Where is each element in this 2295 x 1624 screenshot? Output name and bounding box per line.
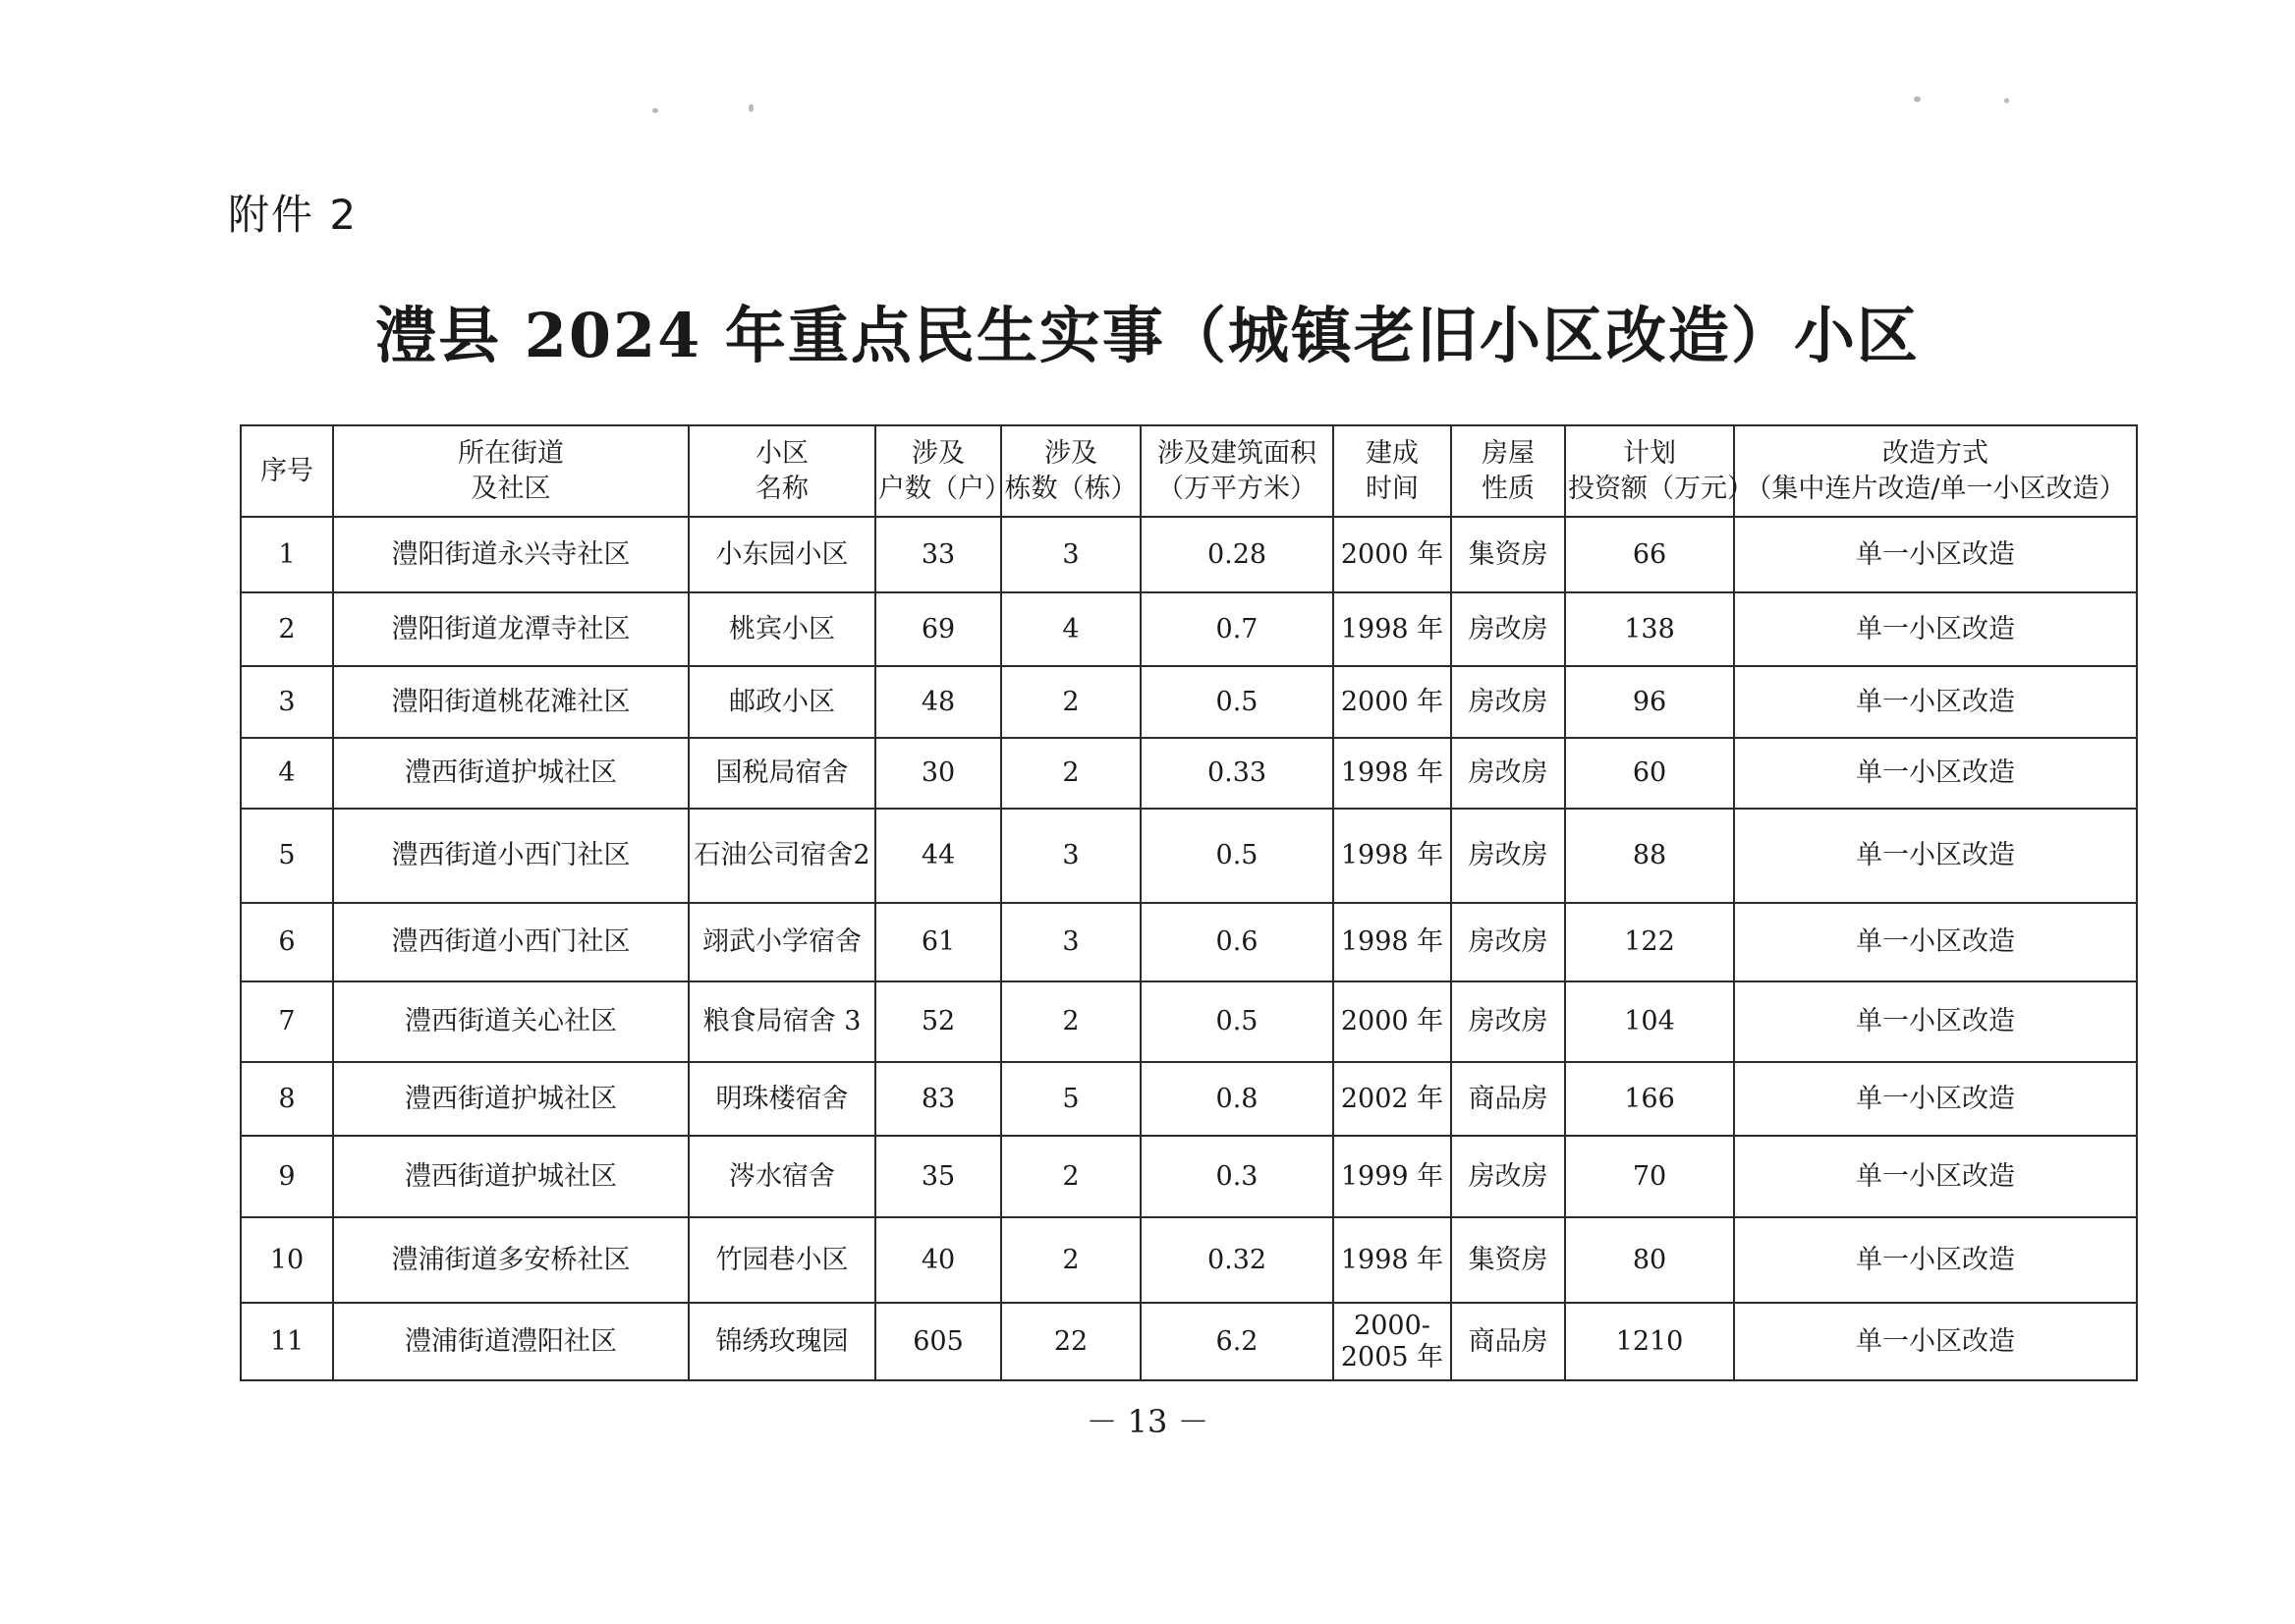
cell-street: 澧西街道小西门社区 [333, 809, 689, 903]
cell-buildings: 2 [1001, 1136, 1141, 1217]
cell-name: 涔水宿舍 [689, 1136, 875, 1217]
cell-buildings: 2 [1001, 981, 1141, 1062]
cell-type: 房改房 [1451, 903, 1565, 981]
document-title: 澧县 2024 年重点民生实事（城镇老旧小区改造）小区 [375, 300, 1920, 371]
cell-households: 30 [875, 738, 1001, 809]
table-row [241, 666, 2137, 738]
attachment-label: 附件 2 [228, 191, 359, 239]
cell-invest: 60 [1565, 738, 1734, 809]
cell-method: 单一小区改造 [1734, 981, 2137, 1062]
cell-year: 2000 年 [1333, 517, 1451, 592]
scan-speck [2004, 98, 2009, 103]
cell-type: 房改房 [1451, 592, 1565, 666]
cell-invest: 104 [1565, 981, 1734, 1062]
cell-street: 澧阳街道桃花滩社区 [333, 666, 689, 738]
cell-name: 竹园巷小区 [689, 1217, 875, 1303]
cell-street: 澧西街道关心社区 [333, 981, 689, 1062]
header-cell: 涉及建筑面积 （万平方米） [1141, 425, 1333, 517]
cell-street: 澧浦街道多安桥社区 [333, 1217, 689, 1303]
table-row [241, 903, 2137, 981]
header-cell: 房屋 性质 [1451, 425, 1565, 517]
cell-year: 1998 年 [1333, 1217, 1451, 1303]
header-cell: 涉及 户数（户） [875, 425, 1001, 517]
cell-buildings: 3 [1001, 809, 1141, 903]
table-row [241, 809, 2137, 903]
cell-type: 房改房 [1451, 738, 1565, 809]
cell-households: 40 [875, 1217, 1001, 1303]
cell-households: 33 [875, 517, 1001, 592]
header-cell: 小区 名称 [689, 425, 875, 517]
cell-households: 44 [875, 809, 1001, 903]
cell-no: 5 [241, 809, 333, 903]
cell-method: 单一小区改造 [1734, 738, 2137, 809]
cell-buildings: 2 [1001, 738, 1141, 809]
cell-method: 单一小区改造 [1734, 592, 2137, 666]
cell-area: 0.5 [1141, 666, 1333, 738]
cell-type: 集资房 [1451, 1217, 1565, 1303]
cell-invest: 88 [1565, 809, 1734, 903]
cell-buildings: 4 [1001, 592, 1141, 666]
cell-area: 0.8 [1141, 1062, 1333, 1136]
cell-method: 单一小区改造 [1734, 1303, 2137, 1380]
cell-invest: 1210 [1565, 1303, 1734, 1380]
cell-name: 锦绣玫瑰园 [689, 1303, 875, 1380]
cell-year: 2000- 2005 年 [1333, 1303, 1451, 1380]
cell-year: 2000 年 [1333, 981, 1451, 1062]
cell-invest: 166 [1565, 1062, 1734, 1136]
cell-street: 澧西街道小西门社区 [333, 903, 689, 981]
table-row [241, 738, 2137, 809]
cell-buildings: 2 [1001, 1217, 1141, 1303]
cell-area: 0.7 [1141, 592, 1333, 666]
cell-households: 48 [875, 666, 1001, 738]
cell-no: 1 [241, 517, 333, 592]
cell-area: 0.5 [1141, 809, 1333, 903]
cell-type: 房改房 [1451, 1136, 1565, 1217]
cell-no: 11 [241, 1303, 333, 1380]
cell-type: 房改房 [1451, 981, 1565, 1062]
cell-invest: 70 [1565, 1136, 1734, 1217]
cell-method: 单一小区改造 [1734, 517, 2137, 592]
table-row [241, 1136, 2137, 1217]
header-cell: 改造方式 （集中连片改造/单一小区改造） [1734, 425, 2137, 517]
cell-year: 1998 年 [1333, 903, 1451, 981]
renovation-table [240, 424, 2138, 1381]
cell-invest: 66 [1565, 517, 1734, 592]
cell-type: 商品房 [1451, 1303, 1565, 1380]
cell-year: 1998 年 [1333, 738, 1451, 809]
cell-households: 605 [875, 1303, 1001, 1380]
header-cell: 序号 [241, 425, 333, 517]
cell-name: 邮政小区 [689, 666, 875, 738]
cell-invest: 122 [1565, 903, 1734, 981]
cell-method: 单一小区改造 [1734, 1217, 2137, 1303]
cell-buildings: 22 [1001, 1303, 1141, 1380]
cell-street: 澧浦街道澧阳社区 [333, 1303, 689, 1380]
cell-area: 0.5 [1141, 981, 1333, 1062]
cell-year: 2002 年 [1333, 1062, 1451, 1136]
cell-buildings: 3 [1001, 903, 1141, 981]
cell-method: 单一小区改造 [1734, 1136, 2137, 1217]
header-cell: 建成 时间 [1333, 425, 1451, 517]
cell-method: 单一小区改造 [1734, 809, 2137, 903]
cell-no: 4 [241, 738, 333, 809]
cell-type: 商品房 [1451, 1062, 1565, 1136]
table-row [241, 1303, 2137, 1380]
cell-street: 澧西街道护城社区 [333, 1062, 689, 1136]
header-cell: 计划 投资额（万元） [1565, 425, 1734, 517]
cell-type: 房改房 [1451, 666, 1565, 738]
cell-name: 石油公司宿舍2 [689, 809, 875, 903]
scan-speck [1914, 96, 1921, 102]
cell-area: 0.28 [1141, 517, 1333, 592]
cell-no: 9 [241, 1136, 333, 1217]
cell-street: 澧西街道护城社区 [333, 1136, 689, 1217]
cell-no: 8 [241, 1062, 333, 1136]
cell-area: 0.3 [1141, 1136, 1333, 1217]
cell-year: 1998 年 [1333, 592, 1451, 666]
cell-no: 7 [241, 981, 333, 1062]
cell-no: 6 [241, 903, 333, 981]
cell-street: 澧阳街道龙潭寺社区 [333, 592, 689, 666]
cell-invest: 80 [1565, 1217, 1734, 1303]
cell-method: 单一小区改造 [1734, 666, 2137, 738]
scan-speck [652, 108, 658, 113]
cell-households: 83 [875, 1062, 1001, 1136]
cell-name: 粮食局宿舍 3 [689, 981, 875, 1062]
cell-area: 0.33 [1141, 738, 1333, 809]
cell-buildings: 5 [1001, 1062, 1141, 1136]
cell-invest: 96 [1565, 666, 1734, 738]
scan-speck [749, 104, 754, 112]
cell-name: 明珠楼宿舍 [689, 1062, 875, 1136]
table-row [241, 592, 2137, 666]
cell-households: 52 [875, 981, 1001, 1062]
header-cell: 涉及 栋数（栋） [1001, 425, 1141, 517]
cell-no: 10 [241, 1217, 333, 1303]
table-header-row [241, 425, 2137, 517]
cell-households: 61 [875, 903, 1001, 981]
table-row [241, 1217, 2137, 1303]
cell-type: 集资房 [1451, 517, 1565, 592]
cell-buildings: 3 [1001, 517, 1141, 592]
cell-year: 2000 年 [1333, 666, 1451, 738]
cell-name: 桃宾小区 [689, 592, 875, 666]
cell-method: 单一小区改造 [1734, 903, 2137, 981]
cell-no: 2 [241, 592, 333, 666]
table-row [241, 517, 2137, 592]
cell-area: 0.32 [1141, 1217, 1333, 1303]
cell-households: 35 [875, 1136, 1001, 1217]
cell-method: 单一小区改造 [1734, 1062, 2137, 1136]
table-row [241, 1062, 2137, 1136]
cell-invest: 138 [1565, 592, 1734, 666]
cell-year: 1999 年 [1333, 1136, 1451, 1217]
cell-name: 国税局宿舍 [689, 738, 875, 809]
cell-type: 房改房 [1451, 809, 1565, 903]
cell-name: 翊武小学宿舍 [689, 903, 875, 981]
page-number: － 13 － [1086, 1403, 1209, 1440]
cell-area: 6.2 [1141, 1303, 1333, 1380]
table-row [241, 981, 2137, 1062]
cell-area: 0.6 [1141, 903, 1333, 981]
header-cell: 所在街道 及社区 [333, 425, 689, 517]
cell-street: 澧西街道护城社区 [333, 738, 689, 809]
cell-name: 小东园小区 [689, 517, 875, 592]
cell-street: 澧阳街道永兴寺社区 [333, 517, 689, 592]
cell-no: 3 [241, 666, 333, 738]
cell-households: 69 [875, 592, 1001, 666]
cell-buildings: 2 [1001, 666, 1141, 738]
cell-year: 1998 年 [1333, 809, 1451, 903]
